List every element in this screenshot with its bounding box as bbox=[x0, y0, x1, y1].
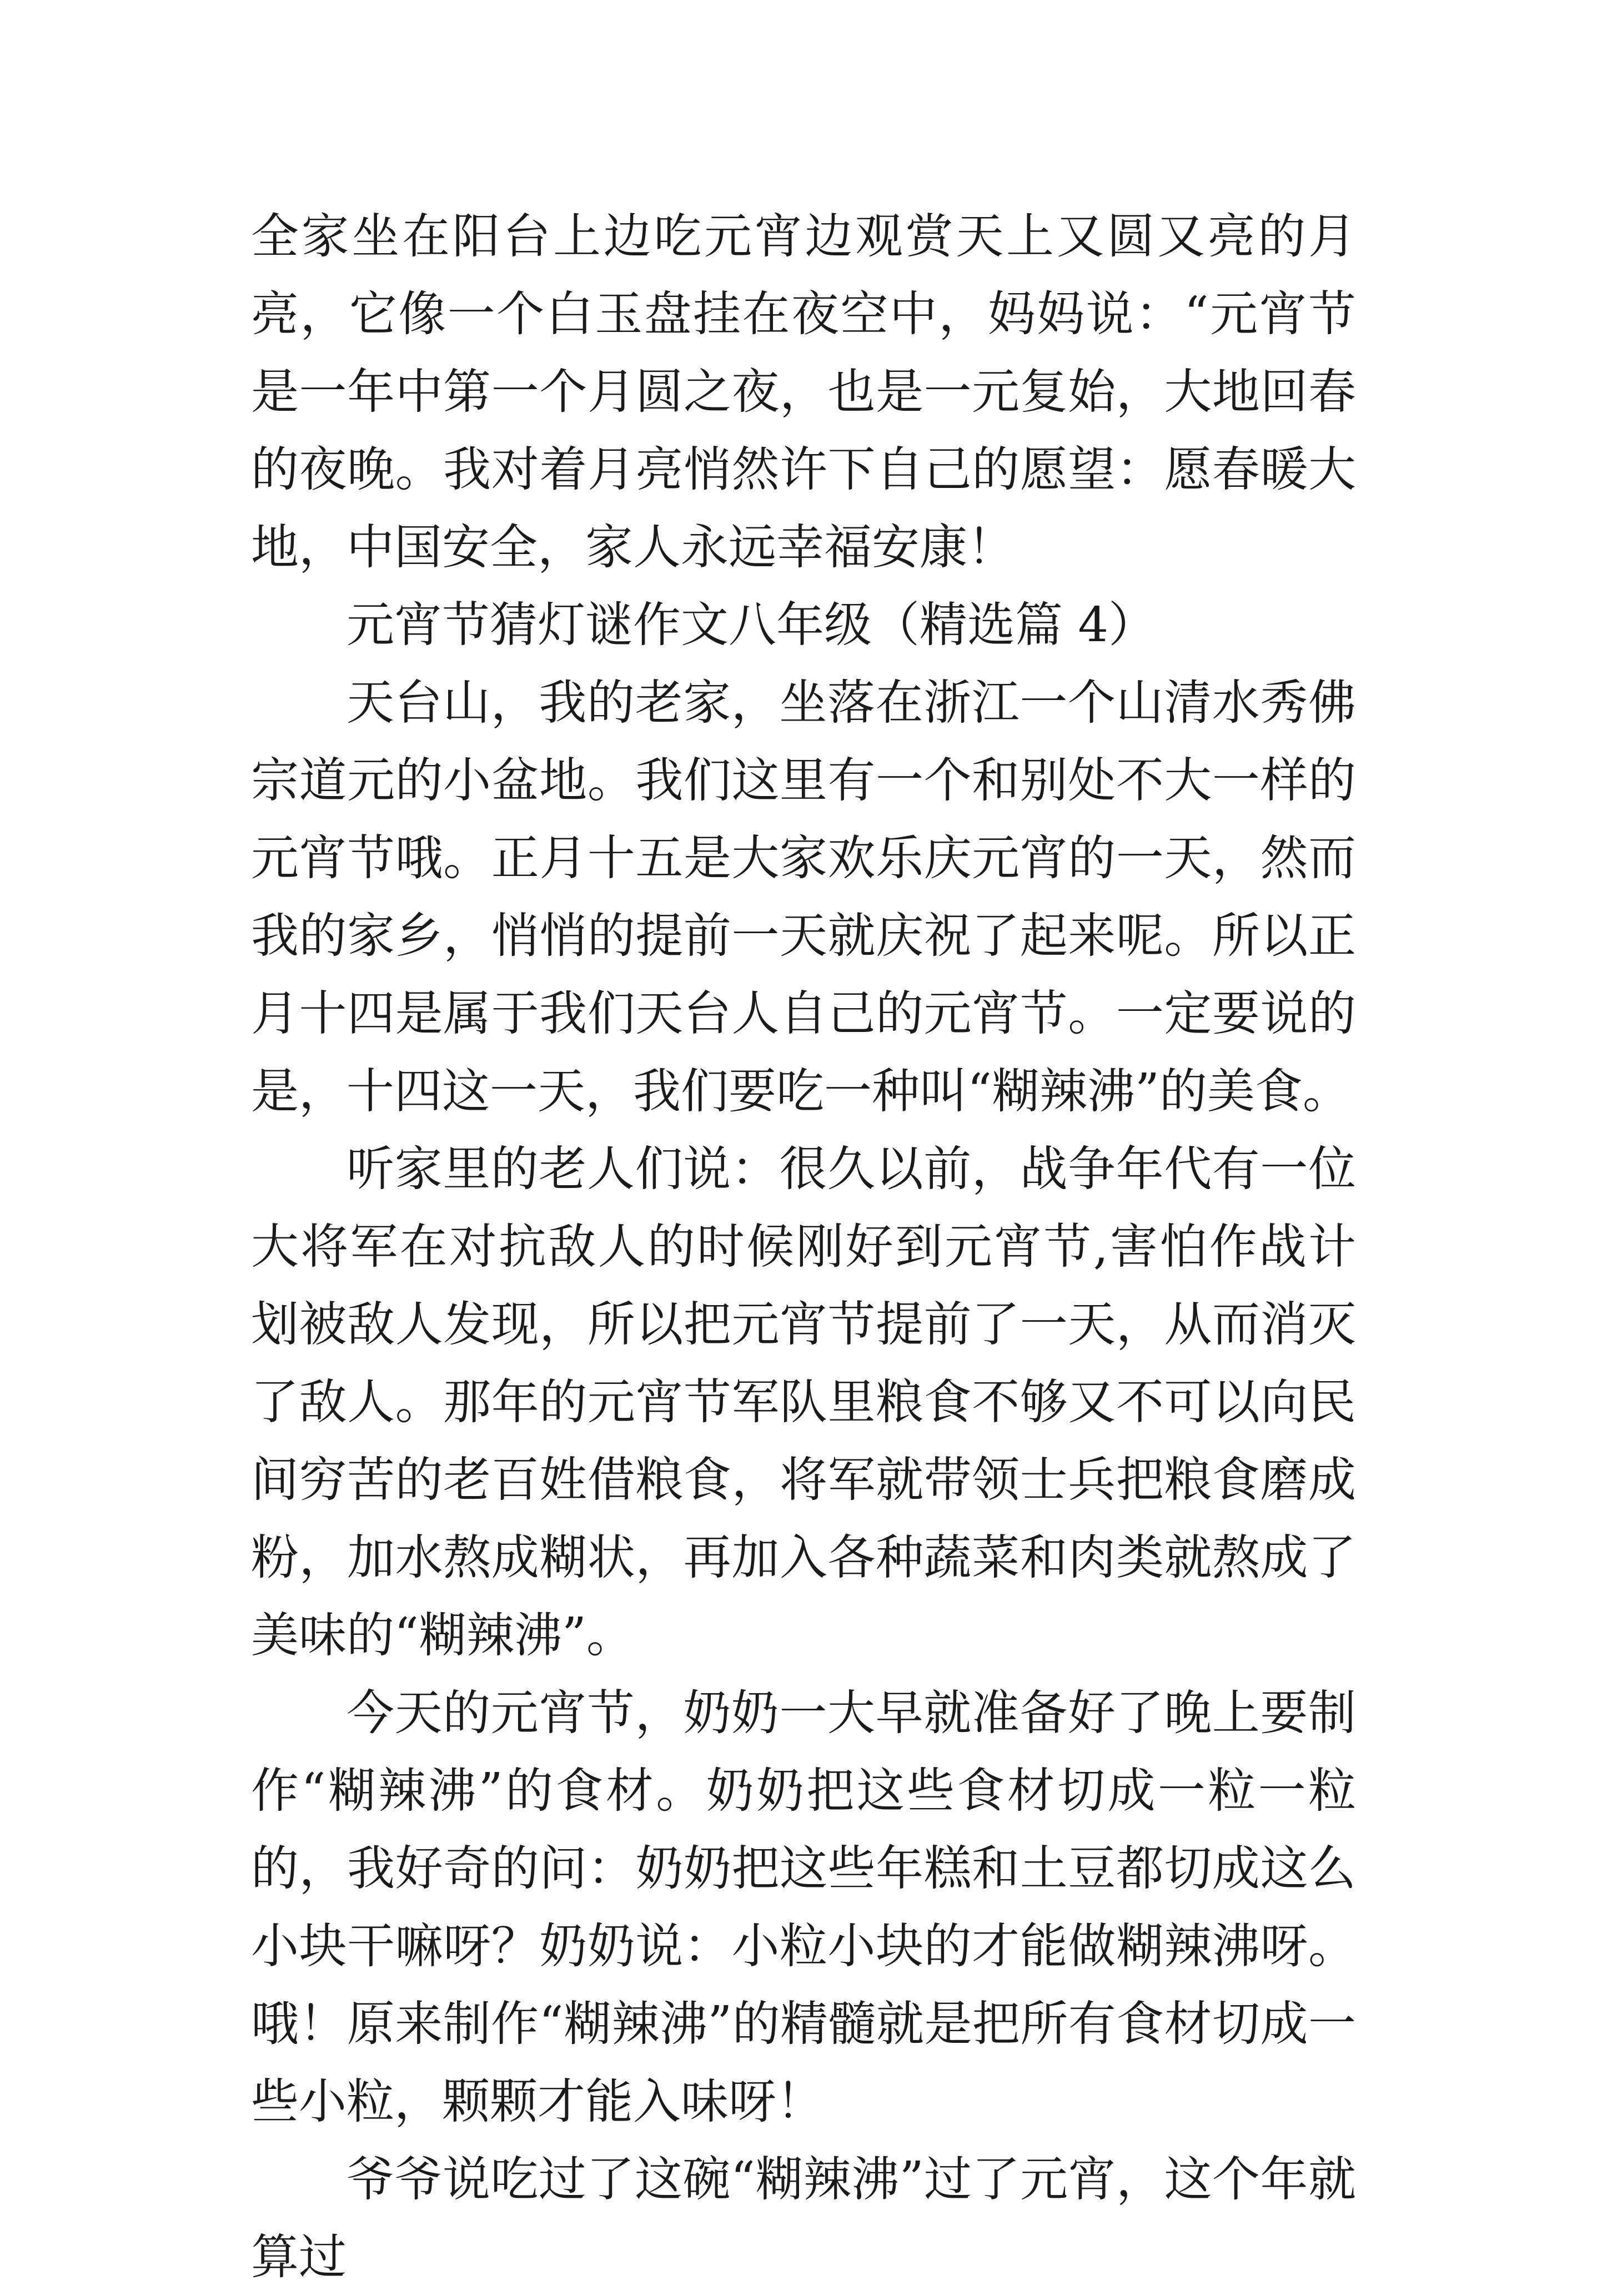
paragraph-continued: 全家坐在阳台上边吃元宵边观赏天上又圆又亮的月亮，它像一个白玉盘挂在夜空中，妈妈说：“元宵节是一年中第一个月圆之夜，也是一元复始，大地回春的夜晚。我对着月亮悄然许下自己的愿望：愿春暖大地，中国安全，家人永远幸福安康！ bbox=[251, 209, 1356, 575]
section-heading: 元宵节猜灯谜作文八年级（精选篇 4） bbox=[346, 597, 1157, 653]
body-text bbox=[251, 198, 1356, 2296]
paragraph: 今天的元宵节，奶奶一大早就准备好了晚上要制作“糊辣沸”的食材。奶奶把这些食材切成一粒一粒的，我好奇的问：奶奶把这些年糕和土豆都切成这么小块干嘛呀？奶奶说：小粒小块的才能做糊辣沸呀。哦！原来制作“糊辣沸”的精髓就是把所有食材切成一些小粒，颗颗才能入味呀！ bbox=[251, 1685, 1356, 2129]
paragraph: 天台山，我的老家，坐落在浙江一个山清水秀佛宗道元的小盆地。我们这里有一个和别处不大一样的元宵节哦。正月十五是大家欢乐庆元宵的一天，然而我的家乡，悄悄的提前一天就庆祝了起来呢。所以正月十四是属于我们天台人自己的元宵节。一定要说的是，十四这一天，我们要吃一种叫“糊辣沸”的美食。 bbox=[251, 675, 1356, 1119]
paragraph-truncated: 爷爷说吃过了这碗“糊辣沸”过了元宵，这个年就算过 bbox=[251, 2152, 1356, 2285]
paragraph: 听家里的老人们说：很久以前，战争年代有一位大将军在对抗敌人的时候刚好到元宵节,害怕作战计划被敌人发现，所以把元宵节提前了一天，从而消灭了敌人。那年的元宵节军队里粮食不够又不可以向民间穷苦的老百姓借粮食，将军就带领士兵把粮食磨成粉，加水熬成糊状，再加入各种蔬菜和肉类就熬成了美味的“糊辣沸”。 bbox=[251, 1141, 1356, 1663]
